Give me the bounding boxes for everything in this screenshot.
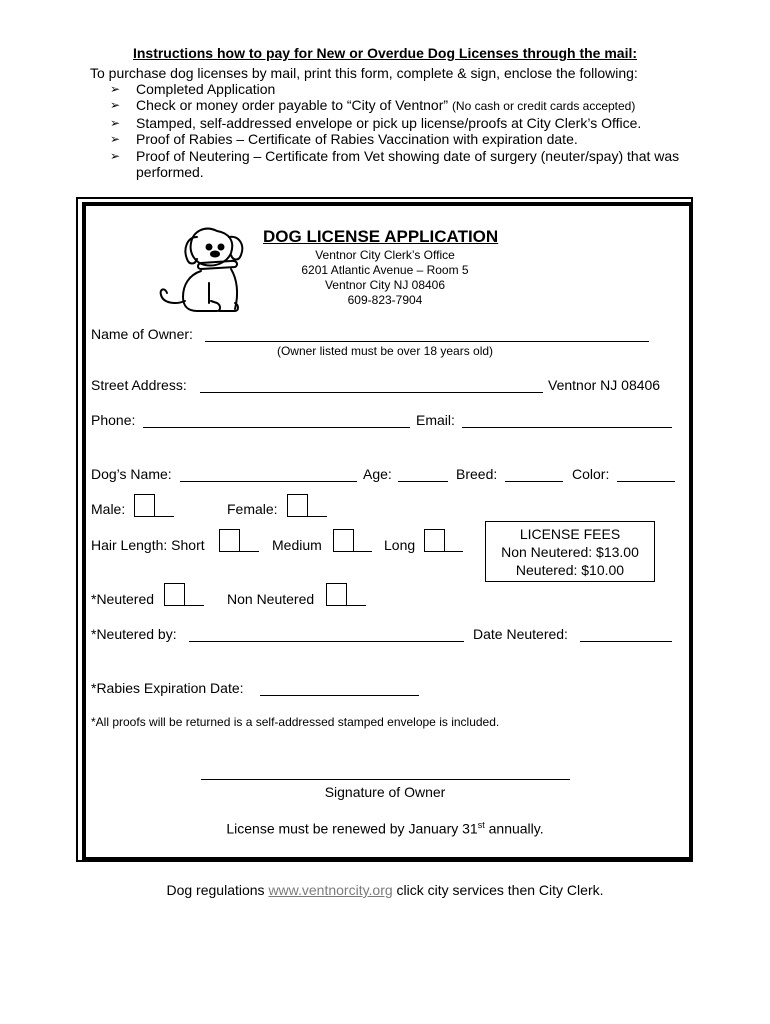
instruction-item: ➢ Completed Application: [110, 81, 276, 97]
breed-label: Breed:: [456, 466, 498, 482]
female-underline: [287, 516, 327, 517]
hair-medium-label: Medium: [272, 537, 322, 553]
street-address-label: Street Address:: [91, 377, 187, 393]
proofs-note: *All proofs will be returned is a self-addressed stamped envelope is included.: [91, 715, 500, 729]
arrow-bullet-icon: ➢: [110, 132, 121, 147]
hair-short-underline: [219, 551, 259, 552]
arrow-bullet-icon: ➢: [110, 148, 121, 163]
rabies-expiration-field[interactable]: [260, 695, 419, 696]
rabies-expiration-label: *Rabies Expiration Date:: [91, 680, 244, 696]
neutered-checkbox[interactable]: [164, 583, 185, 606]
neutered-by-field[interactable]: [189, 641, 464, 642]
non-neutered-underline: [326, 605, 366, 606]
office-street: 6201 Atlantic Avenue – Room 5: [301, 263, 469, 277]
male-label: Male:: [91, 501, 126, 517]
color-field[interactable]: [617, 481, 675, 482]
instruction-item: ➢ Check or money order payable to “City of Ventnor” (No cash or credit cards accepted): [110, 97, 636, 114]
hair-long-label: Long: [384, 537, 416, 553]
age-label: Age:: [363, 466, 392, 482]
instruction-item: ➢ Proof of Rabies – Certificate of Rabies Vaccination with expiration date.: [110, 131, 578, 148]
owner-name-field[interactable]: [205, 341, 649, 342]
owner-name-label: Name of Owner:: [91, 326, 193, 342]
hair-short-checkbox[interactable]: [219, 529, 240, 552]
breed-field[interactable]: [505, 481, 563, 482]
instruction-item: ➢ Proof of Neutering – Certificate from Vet showing date of surgery (neuter/spay) that was performed.: [110, 147, 680, 181]
date-neutered-label: Date Neutered:: [473, 626, 568, 642]
renewal-note: License must be renewed by January 31st annually.: [226, 820, 544, 837]
office-name: Ventnor City Clerk’s Office: [315, 248, 455, 262]
address-city-suffix: Ventnor NJ 08406: [548, 377, 661, 393]
female-checkbox[interactable]: [287, 494, 308, 517]
date-neutered-field[interactable]: [580, 641, 672, 642]
non-neutered-checkbox[interactable]: [326, 583, 347, 606]
phone-field[interactable]: [143, 427, 410, 428]
hair-medium-checkbox[interactable]: [333, 529, 354, 552]
instructions-title: Instructions how to pay for New or Overdue Dog Licenses through the mail:: [132, 45, 638, 61]
female-label: Female:: [227, 501, 278, 517]
hair-medium-underline: [333, 551, 372, 552]
instruction-item: ➢ Stamped, self-addressed envelope or pick up license/proofs at City Clerk’s Office.: [110, 114, 642, 131]
hair-length-label: Hair Length: Short: [91, 537, 205, 553]
arrow-bullet-icon: ➢: [110, 115, 121, 130]
neutered-by-label: *Neutered by:: [91, 626, 177, 642]
signature-label: Signature of Owner: [324, 784, 446, 800]
license-fees-box: [485, 521, 655, 582]
male-underline: [134, 516, 174, 517]
phone-label: Phone:: [91, 412, 136, 428]
neutered-underline: [164, 605, 204, 606]
instructions-list: [110, 81, 700, 180]
male-checkbox[interactable]: [134, 494, 155, 517]
hair-long-checkbox[interactable]: [424, 529, 445, 552]
fee-non-neutered: Non Neutered: $13.00: [501, 544, 639, 560]
instructions-intro: To purchase dog licenses by mail, print this form, complete & sign, enclose the following:: [90, 65, 638, 81]
street-address-field[interactable]: [200, 392, 543, 393]
application-title: DOG LICENSE APPLICATION: [263, 227, 499, 246]
non-neutered-label: Non Neutered: [227, 591, 315, 607]
color-label: Color:: [572, 466, 610, 482]
fee-neutered: Neutered: $10.00: [515, 562, 625, 578]
signature-field[interactable]: [201, 779, 570, 780]
age-field[interactable]: [398, 481, 448, 482]
owner-age-note: (Owner listed must be over 18 years old): [276, 344, 494, 358]
ventnorcity-link[interactable]: www.ventnorcity.org: [268, 882, 393, 898]
dog-name-field[interactable]: [180, 481, 357, 482]
dog-name-label: Dog’s Name:: [91, 466, 172, 482]
arrow-bullet-icon: ➢: [110, 98, 121, 113]
office-phone: 609-823-7904: [347, 293, 423, 307]
neutered-label: *Neutered: [91, 591, 155, 607]
license-fees-title: LICENSE FEES: [519, 526, 621, 542]
office-city: Ventnor City NJ 08406: [324, 278, 446, 292]
hair-long-underline: [424, 551, 463, 552]
email-field[interactable]: [462, 427, 672, 428]
footer-regulations: Dog regulations www.ventnorcity.org click city services then City Clerk.: [166, 882, 604, 898]
email-label: Email:: [416, 412, 455, 428]
arrow-bullet-icon: ➢: [110, 82, 121, 96]
